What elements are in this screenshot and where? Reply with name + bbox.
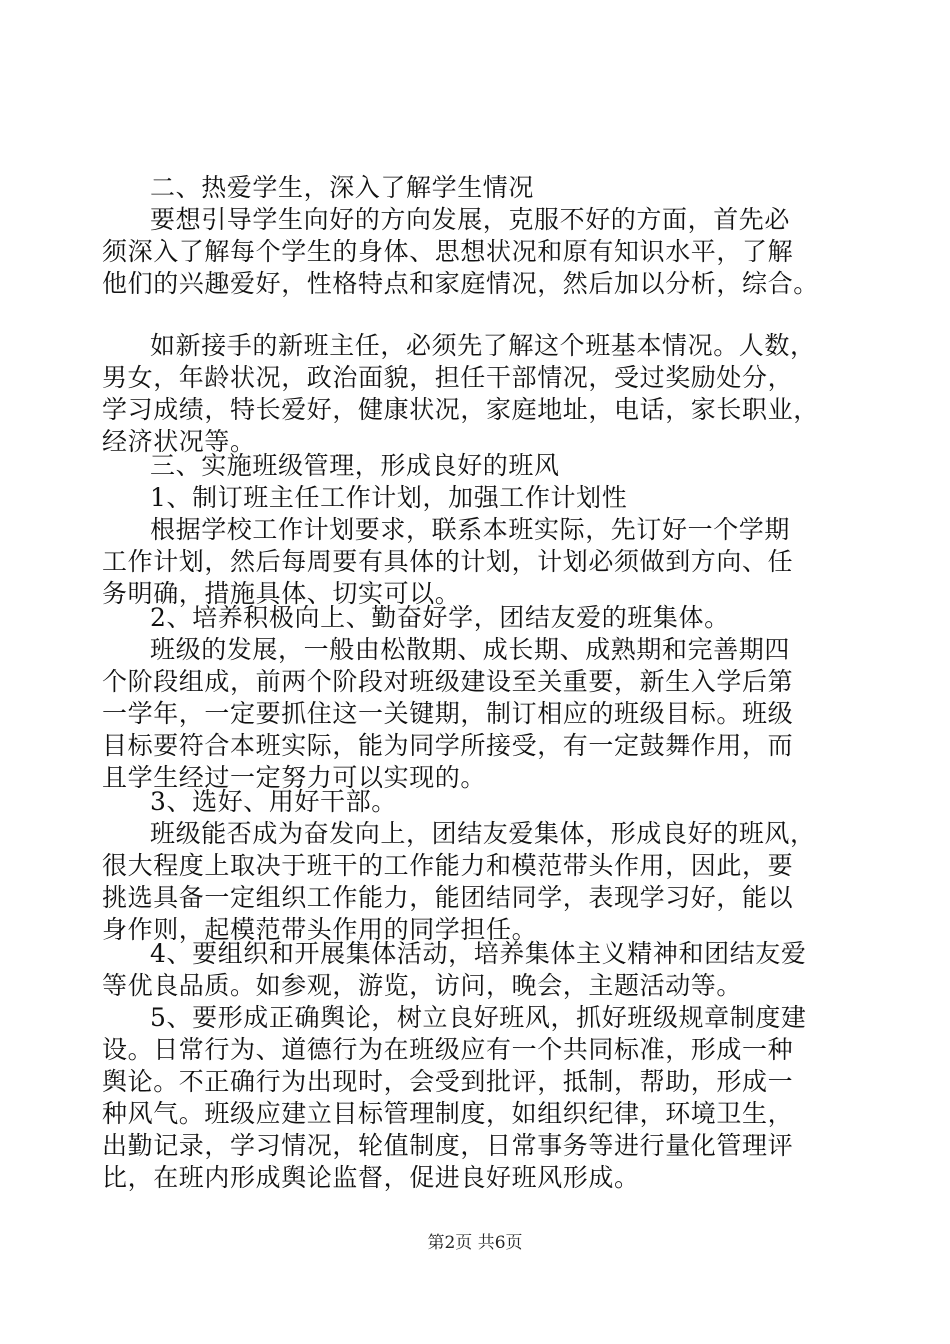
subsection-heading-4: 4、要组织和开展集体活动，培养集体主义精神和团结友爱 bbox=[150, 939, 807, 968]
paragraph-line: 设。日常行为、道德行为在班级应有一个共同标准，形成一种 bbox=[102, 1035, 794, 1064]
paragraph-line: 一学年，一定要抓住这一关键期，制订相应的班级目标。班级 bbox=[102, 699, 794, 728]
paragraph-line: 很大程度上取决于班干的工作能力和模范带头作用，因此，要 bbox=[102, 851, 794, 880]
paragraph-line: 班级的发展，一般由松散期、成长期、成熟期和完善期四 bbox=[150, 635, 791, 664]
paragraph-line: 须深入了解每个学生的身体、思想状况和原有知识水平，了解 bbox=[102, 237, 794, 266]
paragraph-line: 出勤记录，学习情况，轮值制度，日常事务等进行量化管理评 bbox=[102, 1131, 794, 1160]
page-number-footer: 第2页 共6页 bbox=[427, 1233, 523, 1253]
paragraph-line: 挑选具备一定组织工作能力，能团结同学，表现学习好，能以 bbox=[102, 883, 794, 912]
paragraph-line: 如新接手的新班主任，必须先了解这个班基本情况。人数， bbox=[150, 331, 816, 360]
paragraph-line: 经济状况等。 bbox=[102, 427, 256, 456]
paragraph-line: 要想引导学生向好的方向发展，克服不好的方面，首先必 bbox=[150, 205, 791, 234]
paragraph-line: 务明确，措施具体、切实可以。 bbox=[102, 579, 461, 608]
paragraph-line: 根据学校工作计划要求，联系本班实际，先订好一个学期 bbox=[150, 515, 791, 544]
paragraph-line: 舆论。不正确行为出现时，会受到批评，抵制，帮助，形成一 bbox=[102, 1067, 794, 1096]
subsection-heading-1: 1、制订班主任工作计划，加强工作计划性 bbox=[150, 483, 628, 512]
paragraph-line: 班级能否成为奋发向上，团结友爱集体，形成良好的班风， bbox=[150, 819, 816, 848]
paragraph-line: 比，在班内形成舆论监督，促进良好班风形成。 bbox=[102, 1163, 640, 1192]
paragraph-line: 他们的兴趣爱好，性格特点和家庭情况，然后加以分析，综合。 bbox=[102, 269, 819, 298]
subsection-heading-2: 2、培养积极向上、勤奋好学，团结友爱的班集体。 bbox=[150, 603, 730, 632]
paragraph-line: 个阶段组成，前两个阶段对班级建设至关重要，新生入学后第 bbox=[102, 667, 794, 696]
paragraph-line: 且学生经过一定努力可以实现的。 bbox=[102, 763, 487, 792]
paragraph-line: 学习成绩，特长爱好，健康状况，家庭地址，电话，家长职业， bbox=[102, 395, 819, 424]
subsection-heading-5: 5、要形成正确舆论，树立良好班风，抓好班级规章制度建 bbox=[150, 1003, 807, 1032]
paragraph-line: 种风气。班级应建立目标管理制度，如组织纪律，环境卫生， bbox=[102, 1099, 794, 1128]
paragraph-line: 身作则，起模范带头作用的同学担任。 bbox=[102, 915, 538, 944]
section-heading-3: 三、实施班级管理，形成良好的班风 bbox=[150, 451, 560, 480]
subsection-heading-3: 3、选好、用好干部。 bbox=[150, 787, 397, 816]
paragraph-line: 目标要符合本班实际，能为同学所接受，有一定鼓舞作用，而 bbox=[102, 731, 794, 760]
paragraph-line: 男女，年龄状况，政治面貌，担任干部情况，受过奖励处分， bbox=[102, 363, 794, 392]
paragraph-line: 等优良品质。如参观，游览，访问，晚会，主题活动等。 bbox=[102, 971, 743, 1000]
paragraph-line: 工作计划，然后每周要有具体的计划，计划必须做到方向、任 bbox=[102, 547, 794, 576]
section-heading-2: 二、热爱学生，深入了解学生情况 bbox=[150, 173, 535, 202]
